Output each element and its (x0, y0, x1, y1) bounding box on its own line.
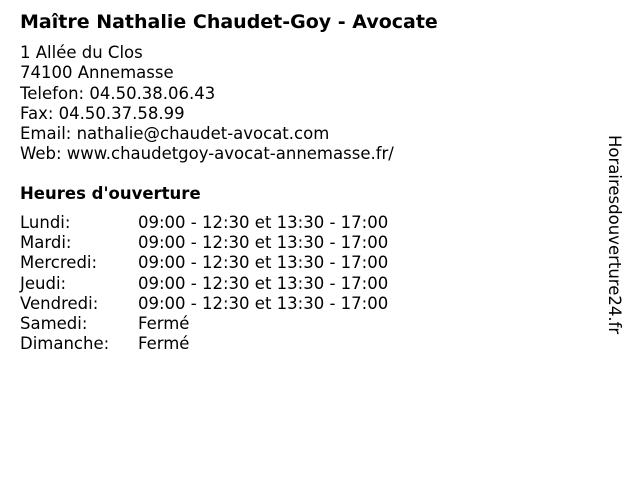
site-watermark: Horairesdouverture24.fr (605, 135, 624, 335)
hours-row-lundi (20, 213, 388, 233)
day-hours: 09:00 - 12:30 et 13:30 - 17:00 (138, 293, 389, 313)
hours-row-samedi (20, 314, 388, 334)
hours-row-dimanche (20, 334, 388, 354)
email-line: Email: nathalie@chaudet-avocat.com (20, 124, 330, 144)
hours-row-jeudi (20, 274, 388, 294)
web-line: Web: www.chaudetgoy-avocat-annemasse.fr/ (20, 144, 394, 164)
day-label: Samedi: (20, 313, 88, 333)
day-label: Mardi: (20, 233, 72, 253)
hours-row-mardi (20, 233, 388, 253)
day-hours: 09:00 - 12:30 et 13:30 - 17:00 (138, 213, 389, 232)
day-label: Lundi: (20, 213, 71, 232)
day-label: Jeudi: (20, 273, 67, 293)
street-line: 1 Allée du Clos (20, 43, 143, 62)
business-title: Maître Nathalie Chaudet-Goy - Avocate (20, 11, 438, 33)
day-label: Mercredi: (20, 253, 98, 273)
hours-row-vendredi (20, 294, 388, 314)
day-hours: 09:00 - 12:30 et 13:30 - 17:00 (138, 273, 389, 293)
hours-table (20, 213, 388, 354)
day-label: Vendredi: (20, 293, 99, 313)
phone-line: Telefon: 04.50.38.06.43 (20, 83, 216, 103)
day-hours: 09:00 - 12:30 et 13:30 - 17:00 (138, 253, 389, 273)
hours-row-mercredi (20, 253, 388, 273)
fax-line: Fax: 04.50.37.58.99 (20, 103, 185, 123)
hours-heading: Heures d'ouverture (20, 184, 201, 203)
day-hours: 09:00 - 12:30 et 13:30 - 17:00 (138, 233, 389, 253)
address-block (20, 43, 394, 165)
city-line: 74100 Annemasse (20, 63, 174, 83)
day-hours: Fermé (138, 313, 190, 333)
day-label: Dimanche: (20, 334, 110, 354)
day-hours: Fermé (138, 334, 190, 354)
